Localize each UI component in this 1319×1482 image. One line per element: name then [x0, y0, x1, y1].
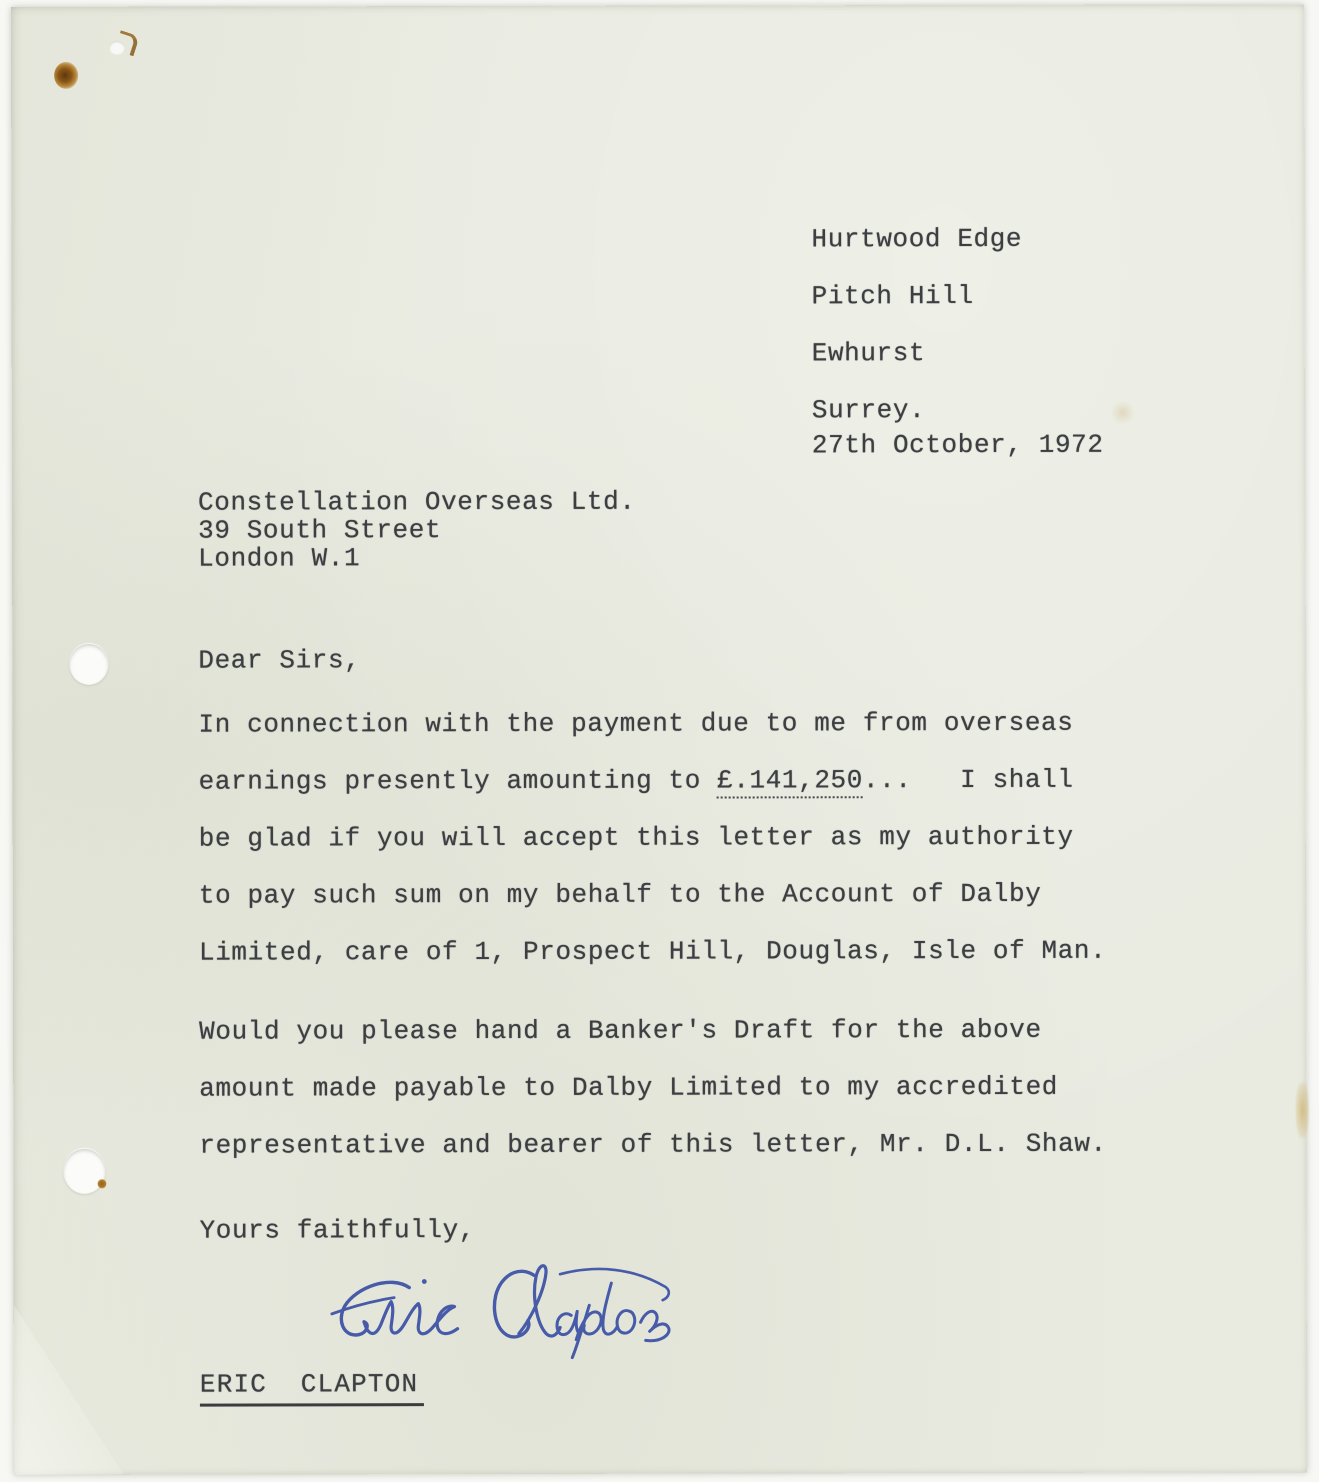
body-line: [199, 752, 1106, 811]
recipient-line: Constellation Overseas Ltd.: [198, 486, 636, 518]
signature-handwriting: [312, 1246, 674, 1365]
body-line: representative and bearer of this letter, Mr. D.L. Shaw.: [199, 1128, 1107, 1161]
recipient-address-block: [198, 488, 636, 573]
amount-suffix: ... I shall: [862, 764, 1074, 796]
edge-stain: [1295, 1082, 1309, 1138]
letter-date: 27th October, 1972: [811, 429, 1104, 461]
body-line: to pay such sum on my behalf to the Account of Dalby: [198, 878, 1042, 911]
payment-amount: £.141,250: [717, 765, 863, 798]
body-paragraph-1: [198, 695, 1106, 982]
amount-prefix: earnings presently amounting to: [198, 765, 718, 797]
punch-hole-top: [69, 644, 108, 685]
sender-address-line: Pitch Hill: [811, 280, 974, 312]
body-line: amount made payable to Dalby Limited to my accredited: [199, 1071, 1059, 1104]
body-line: be glad if you will accept this letter as my authority: [198, 821, 1074, 854]
body-line: Limited, care of 1, Prospect Hill, Douglas, Isle of Man.: [198, 935, 1107, 968]
recipient-line: London W.1: [198, 543, 361, 574]
sender-address-line: Surrey.: [811, 395, 926, 426]
typed-name: ERIC CLAPTON: [200, 1368, 425, 1406]
faint-stain: [1110, 401, 1136, 425]
corner-fold: [14, 1305, 124, 1475]
rust-speck: [97, 1179, 106, 1189]
body-line: Would you please hand a Banker's Draft for the above: [199, 1014, 1042, 1047]
letter-page: [11, 4, 1307, 1475]
recipient-line: 39 South Street: [198, 515, 442, 546]
body-paragraph-2: [199, 1002, 1107, 1175]
closing: Yours faithfully,: [199, 1215, 476, 1246]
body-line: In connection with the payment due to me from overseas: [198, 707, 1074, 740]
salutation: Dear Sirs,: [198, 645, 361, 676]
rust-spot: [54, 62, 78, 89]
staple-mark: [107, 33, 141, 59]
sender-address-block: [811, 211, 1103, 475]
sender-address-line: Hurtwood Edge: [811, 223, 1023, 255]
sender-address-line: Ewhurst: [811, 338, 926, 369]
